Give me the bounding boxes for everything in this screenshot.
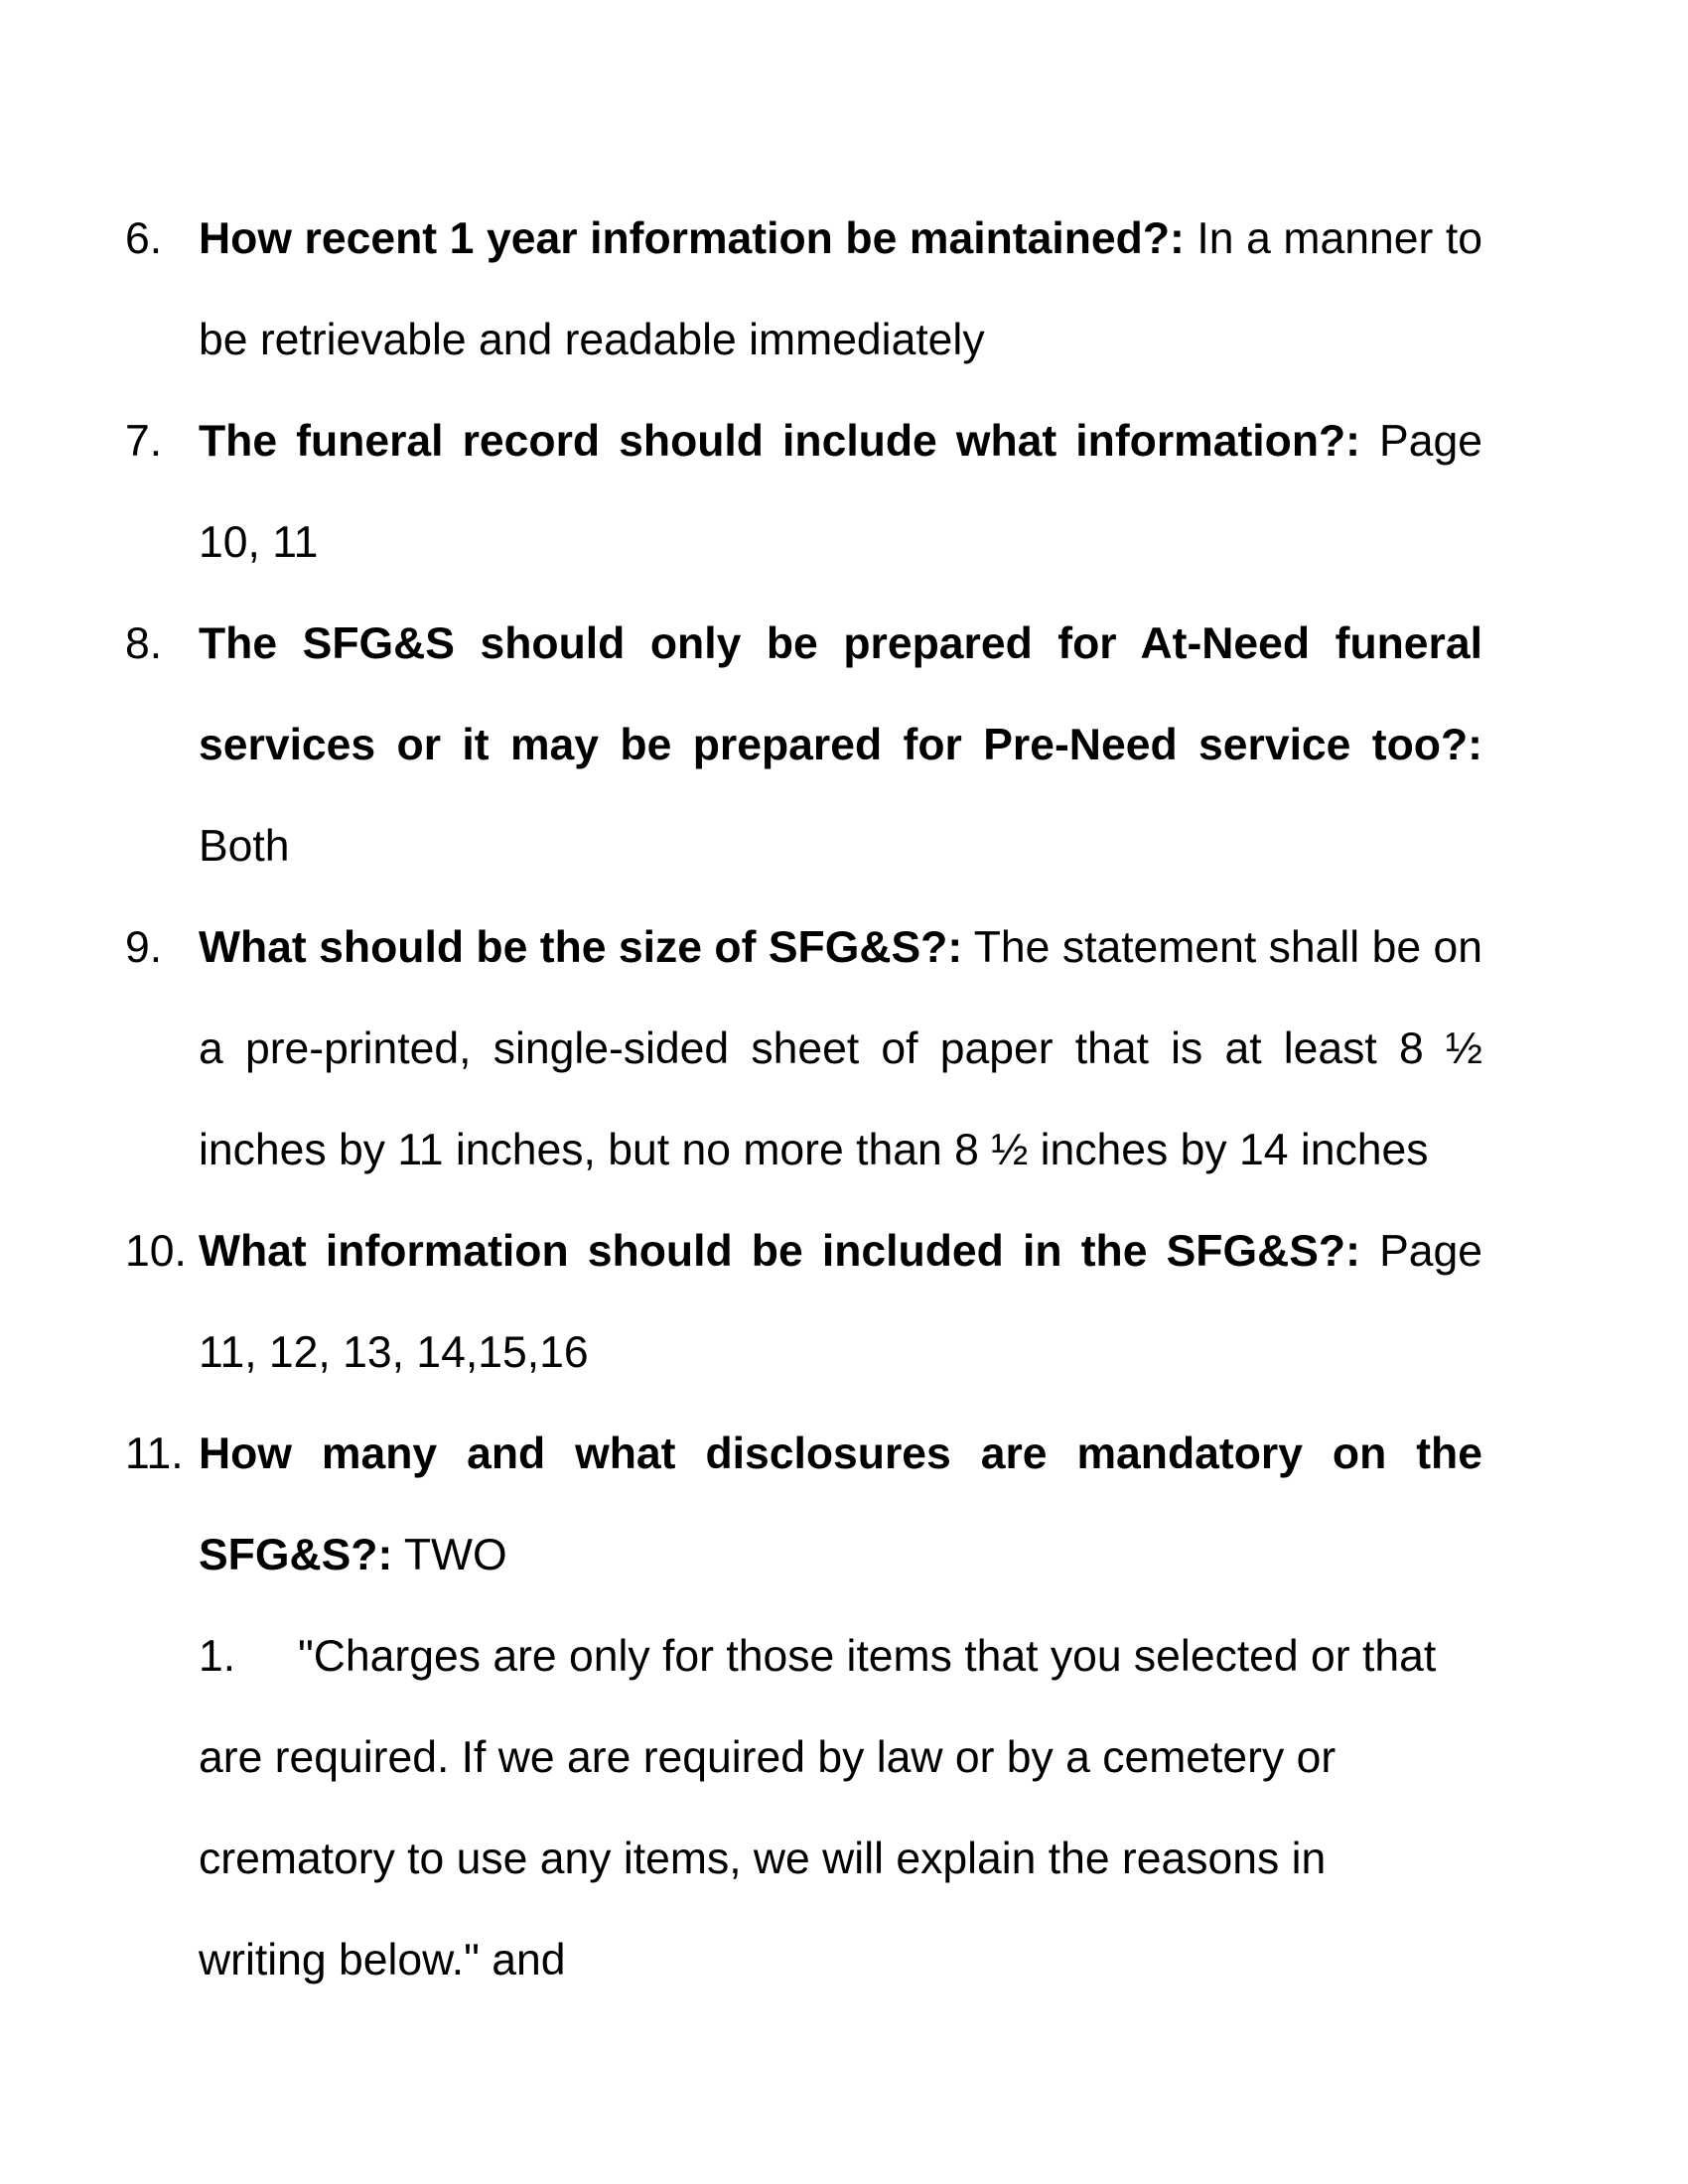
subitem-number: 1. bbox=[199, 1632, 236, 1681]
list-item-11 bbox=[125, 1404, 1482, 1606]
list-item-8 bbox=[125, 594, 1482, 897]
item-number: 10. bbox=[125, 1227, 187, 1276]
item-number: 9. bbox=[125, 923, 163, 972]
item-answer: In a manner to be retrievable and readable immediately bbox=[199, 214, 1483, 364]
item-body bbox=[199, 1201, 1482, 1404]
item-question: The funeral record should include what information?: bbox=[199, 417, 1360, 466]
item-question: The SFG&S should only be prepared for At-Need funeral services or it may be prepared for Pre-Need service too?: bbox=[199, 619, 1482, 769]
list-item-9 bbox=[125, 897, 1482, 1201]
item-body bbox=[199, 897, 1482, 1201]
list-item-10 bbox=[125, 1201, 1482, 1404]
item-question: What information should be included in the SFG&S?: bbox=[199, 1227, 1360, 1276]
item-body bbox=[199, 189, 1482, 391]
item-question: What should be the size of SFG&S?: bbox=[199, 923, 963, 972]
item-number: 11. bbox=[125, 1430, 184, 1478]
subitem-text: "Charges are only for those items that you selected or that are required. If we are required by law or by a cemetery or crematory to use any items, we will explain the reasons in writing below." and bbox=[199, 1632, 1437, 1984]
item-answer: Both bbox=[199, 822, 290, 871]
item-answer: TWO bbox=[392, 1531, 507, 1579]
disclosure-subitem bbox=[199, 1606, 1440, 2011]
list-item-7 bbox=[125, 391, 1482, 594]
item-body bbox=[199, 391, 1482, 594]
item-number: 8. bbox=[125, 619, 163, 668]
item-body bbox=[199, 1404, 1482, 1606]
item-question: How recent 1 year information be maintained?: bbox=[199, 214, 1185, 263]
item-question: How many and what disclosures are mandatory on the SFG&S?: bbox=[199, 1430, 1482, 1579]
item-body bbox=[199, 594, 1482, 897]
item-answer: The statement shall be on a pre-printed, single-sided sheet of paper that is at least 8 ½ inches by 11 inches, but no more than 8 ½ inches by 14 inches bbox=[199, 923, 1482, 1174]
item-answer: Page 11, 12, 13, 14,15,16 bbox=[199, 1227, 1483, 1377]
item-number: 6. bbox=[125, 214, 163, 263]
list-item-6 bbox=[125, 189, 1482, 391]
item-answer: Page 10, 11 bbox=[199, 417, 1482, 567]
item-number: 7. bbox=[125, 417, 163, 466]
question-list bbox=[125, 189, 1482, 2011]
